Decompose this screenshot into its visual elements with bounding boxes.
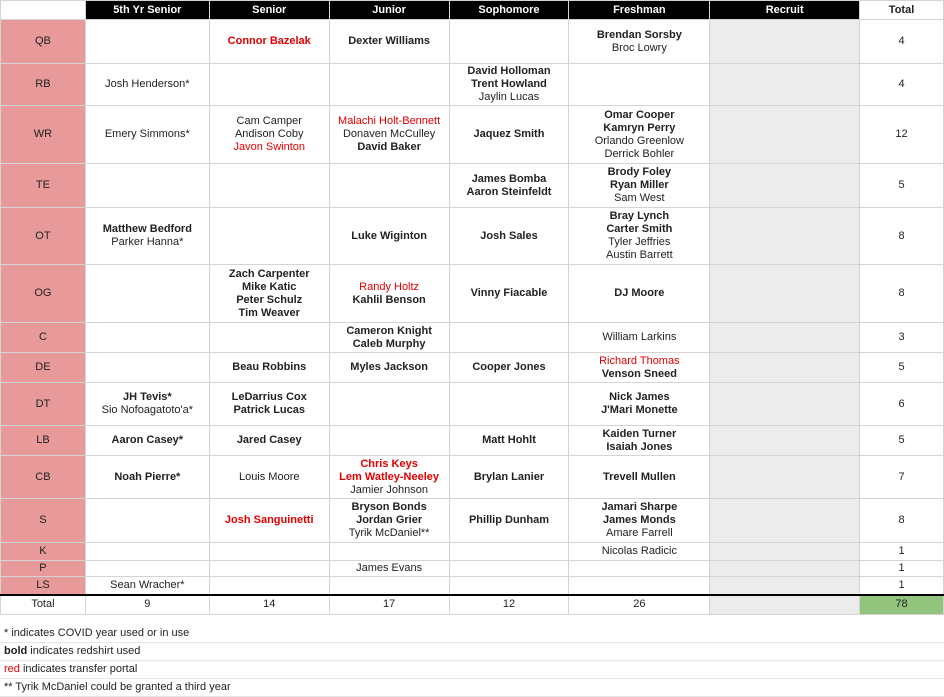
roster-cell-freshman[interactable] bbox=[569, 164, 710, 208]
player-name: Bryson Bonds bbox=[351, 501, 427, 513]
roster-cell-senior[interactable] bbox=[209, 265, 329, 323]
roster-cell-senior[interactable] bbox=[209, 208, 329, 265]
player-name: LeDarrius Cox bbox=[231, 391, 307, 403]
roster-cell-sophomore[interactable] bbox=[449, 323, 569, 353]
roster-cell-recruit[interactable] bbox=[710, 64, 860, 106]
position-row-dt bbox=[1, 383, 944, 426]
roster-cell-senior[interactable] bbox=[209, 164, 329, 208]
player-name: Parker Hanna* bbox=[111, 236, 184, 248]
player-name: Connor Bazelak bbox=[227, 35, 311, 47]
position-label[interactable]: QB bbox=[1, 20, 86, 64]
player-name: J'Mari Monette bbox=[601, 404, 678, 416]
header-recruit: Recruit bbox=[710, 1, 860, 20]
player-name: Donaven McCulley bbox=[342, 128, 436, 140]
roster-cell-5th-yr-senior[interactable] bbox=[85, 20, 209, 64]
header-senior: Senior bbox=[209, 1, 329, 20]
roster-cell-freshman[interactable] bbox=[569, 353, 710, 383]
player-name: Kamryn Perry bbox=[603, 121, 676, 134]
roster-cell-junior[interactable] bbox=[329, 426, 449, 456]
position-label[interactable]: S bbox=[1, 499, 86, 543]
position-label[interactable]: OT bbox=[1, 208, 86, 265]
player-name: Emery Simmons* bbox=[104, 128, 190, 140]
player-name: Carter Smith bbox=[606, 223, 673, 235]
roster-cell-sophomore[interactable] bbox=[449, 164, 569, 208]
roster-cell-recruit[interactable] bbox=[710, 164, 860, 208]
player-name: Javon Swinton bbox=[233, 141, 305, 153]
player-name: Nicolas Radicic bbox=[601, 545, 677, 557]
roster-cell-senior[interactable] bbox=[209, 577, 329, 595]
note-transfer: red indicates transfer portal bbox=[0, 661, 944, 679]
player-name: Myles Jackson bbox=[350, 361, 428, 373]
player-name: Caleb Murphy bbox=[352, 337, 426, 350]
roster-cell-sophomore[interactable] bbox=[449, 64, 569, 106]
player-name: Brendan Sorsby bbox=[596, 28, 682, 41]
player-name: Amare Farrell bbox=[606, 527, 673, 539]
player-name: Sam West bbox=[614, 192, 665, 204]
position-row-cb bbox=[1, 456, 944, 499]
roster-cell-junior[interactable] bbox=[329, 164, 449, 208]
roster-cell-freshman[interactable] bbox=[569, 323, 710, 353]
position-label[interactable]: K bbox=[1, 543, 86, 561]
roster-cell-5th-yr-senior[interactable] bbox=[85, 323, 209, 353]
player-name: Jaylin Lucas bbox=[478, 91, 540, 103]
position-label[interactable]: OG bbox=[1, 265, 86, 323]
player-name: Brylan Lanier bbox=[473, 470, 545, 483]
roster-cell-sophomore[interactable] bbox=[449, 426, 569, 456]
player-name: Phillip Dunham bbox=[468, 514, 550, 526]
player-name: Omar Cooper bbox=[604, 108, 675, 121]
roster-cell-freshman[interactable] bbox=[569, 208, 710, 265]
roster-cell-5th-yr-senior[interactable] bbox=[85, 164, 209, 208]
player-name: Matt Hohlt bbox=[482, 434, 536, 446]
player-name: Derrick Bohler bbox=[604, 147, 675, 160]
roster-cell-freshman[interactable] bbox=[569, 383, 710, 426]
roster-cell-recruit[interactable] bbox=[710, 499, 860, 543]
position-label[interactable]: LB bbox=[1, 426, 86, 456]
player-name: Kahlil Benson bbox=[352, 293, 426, 306]
roster-cell-5th-yr-senior[interactable] bbox=[85, 265, 209, 323]
roster-cell-freshman[interactable] bbox=[569, 265, 710, 323]
player-name: Beau Robbins bbox=[232, 361, 307, 373]
player-name: DJ Moore bbox=[614, 287, 665, 299]
roster-cell-freshman[interactable] bbox=[569, 543, 710, 561]
position-label[interactable]: DT bbox=[1, 383, 86, 426]
header-sophomore: Sophomore bbox=[449, 1, 569, 20]
roster-cell-senior[interactable] bbox=[209, 383, 329, 426]
position-total[interactable]: 6 bbox=[860, 383, 944, 426]
roster-cell-sophomore[interactable] bbox=[449, 208, 569, 265]
player-name: Josh Henderson* bbox=[105, 78, 190, 90]
player-name: Aaron Casey* bbox=[111, 434, 184, 446]
roster-cell-5th-yr-senior[interactable] bbox=[85, 499, 209, 543]
position-label[interactable]: DE bbox=[1, 353, 86, 383]
roster-cell-recruit[interactable] bbox=[710, 543, 860, 561]
position-row-ls bbox=[1, 577, 944, 595]
roster-cell-recruit[interactable] bbox=[710, 323, 860, 353]
position-label[interactable]: RB bbox=[1, 64, 86, 106]
roster-cell-recruit[interactable] bbox=[710, 208, 860, 265]
player-name: James Evans bbox=[356, 562, 423, 574]
position-total[interactable]: 8 bbox=[860, 208, 944, 265]
total-5th-yr-senior[interactable]: 9 bbox=[85, 595, 209, 615]
legend-notes bbox=[0, 625, 944, 697]
roster-cell-recruit[interactable] bbox=[710, 577, 860, 595]
roster-cell-freshman[interactable] bbox=[569, 561, 710, 577]
total-recruit[interactable] bbox=[710, 595, 860, 615]
roster-cell-5th-yr-senior[interactable] bbox=[85, 64, 209, 106]
position-row-c bbox=[1, 323, 944, 353]
position-total[interactable]: 5 bbox=[860, 164, 944, 208]
roster-cell-senior[interactable] bbox=[209, 456, 329, 499]
position-row-ot bbox=[1, 208, 944, 265]
roster-cell-sophomore[interactable] bbox=[449, 353, 569, 383]
roster-cell-recruit[interactable] bbox=[710, 265, 860, 323]
position-total[interactable]: 1 bbox=[860, 543, 944, 561]
player-name: Tyler Jeffries bbox=[608, 236, 671, 248]
roster-cell-sophomore[interactable] bbox=[449, 577, 569, 595]
position-row-og bbox=[1, 265, 944, 323]
roster-cell-5th-yr-senior[interactable] bbox=[85, 106, 209, 164]
player-name: Malachi Holt-Bennett bbox=[338, 115, 441, 127]
totals-label[interactable]: Total bbox=[1, 595, 86, 615]
roster-cell-senior[interactable] bbox=[209, 323, 329, 353]
player-name: Sean Wracher* bbox=[110, 578, 185, 591]
roster-cell-5th-yr-senior[interactable] bbox=[85, 561, 209, 577]
player-name: JH Tevis* bbox=[122, 391, 172, 403]
player-name: Tyrik McDaniel** bbox=[348, 527, 430, 539]
header-blank bbox=[1, 1, 86, 20]
roster-cell-junior[interactable] bbox=[329, 561, 449, 577]
roster-cell-senior[interactable] bbox=[209, 426, 329, 456]
player-name: Vinny Fiacable bbox=[470, 287, 548, 299]
position-row-p bbox=[1, 561, 944, 577]
position-total[interactable]: 3 bbox=[860, 323, 944, 353]
total-junior[interactable]: 17 bbox=[329, 595, 449, 615]
header-5th-yr-senior: 5th Yr Senior bbox=[85, 1, 209, 20]
player-name: Chris Keys bbox=[360, 457, 418, 470]
header-row bbox=[1, 1, 944, 20]
player-name: Ryan Miller bbox=[610, 179, 669, 191]
position-row-wr bbox=[1, 106, 944, 164]
roster-cell-sophomore[interactable] bbox=[449, 265, 569, 323]
position-row-k bbox=[1, 543, 944, 561]
player-name: Lem Watley-Neeley bbox=[339, 470, 440, 483]
player-name: Broc Lowry bbox=[611, 41, 667, 54]
player-name: Noah Pierre* bbox=[114, 470, 181, 483]
roster-cell-recruit[interactable] bbox=[710, 561, 860, 577]
total-senior[interactable]: 14 bbox=[209, 595, 329, 615]
roster-cell-senior[interactable] bbox=[209, 561, 329, 577]
player-name: David Baker bbox=[357, 141, 421, 153]
roster-cell-junior[interactable] bbox=[329, 64, 449, 106]
roster-cell-junior[interactable] bbox=[329, 577, 449, 595]
roster-cell-sophomore[interactable] bbox=[449, 561, 569, 577]
player-name: Jared Casey bbox=[236, 434, 302, 446]
totals-row bbox=[1, 595, 944, 615]
position-total[interactable]: 4 bbox=[860, 64, 944, 106]
header-total: Total bbox=[860, 1, 944, 20]
roster-cell-recruit[interactable] bbox=[710, 106, 860, 164]
player-name: Cooper Jones bbox=[472, 361, 546, 373]
position-total[interactable]: 7 bbox=[860, 456, 944, 499]
roster-cell-recruit[interactable] bbox=[710, 20, 860, 64]
position-label[interactable]: TE bbox=[1, 164, 86, 208]
note-redshirt: bold indicates redshirt used bbox=[0, 643, 944, 661]
position-row-qb bbox=[1, 20, 944, 64]
roster-cell-recruit[interactable] bbox=[710, 353, 860, 383]
grand-total[interactable]: 78 bbox=[860, 595, 944, 615]
player-name: Jordan Grier bbox=[356, 514, 423, 526]
player-name: Sio Nofoagatoto'a* bbox=[101, 404, 194, 416]
header-junior: Junior bbox=[329, 1, 449, 20]
note-mcdaniel: ** Tyrik McDaniel could be granted a third year bbox=[0, 679, 944, 697]
roster-cell-junior[interactable] bbox=[329, 323, 449, 353]
roster-cell-senior[interactable] bbox=[209, 106, 329, 164]
position-total[interactable]: 4 bbox=[860, 20, 944, 64]
roster-cell-sophomore[interactable] bbox=[449, 20, 569, 64]
roster-cell-senior[interactable] bbox=[209, 20, 329, 64]
player-name: Tim Weaver bbox=[238, 306, 300, 319]
roster-cell-5th-yr-senior[interactable] bbox=[85, 353, 209, 383]
player-name: Austin Barrett bbox=[606, 249, 673, 261]
player-name: Josh Sales bbox=[480, 229, 538, 242]
note-covid: * indicates COVID year used or in use bbox=[0, 625, 944, 643]
position-label[interactable]: LS bbox=[1, 577, 86, 595]
roster-cell-freshman[interactable] bbox=[569, 64, 710, 106]
roster-cell-recruit[interactable] bbox=[710, 426, 860, 456]
header-freshman: Freshman bbox=[569, 1, 710, 20]
roster-cell-junior[interactable] bbox=[329, 383, 449, 426]
roster-cell-junior[interactable] bbox=[329, 456, 449, 499]
total-sophomore[interactable]: 12 bbox=[449, 595, 569, 615]
roster-cell-sophomore[interactable] bbox=[449, 543, 569, 561]
player-name: Orlando Greenlow bbox=[594, 134, 684, 147]
roster-cell-junior[interactable] bbox=[329, 353, 449, 383]
player-name: Kaiden Turner bbox=[602, 427, 677, 440]
player-name: Mike Katic bbox=[242, 280, 297, 293]
roster-cell-recruit[interactable] bbox=[710, 383, 860, 426]
position-total[interactable]: 12 bbox=[860, 106, 944, 164]
player-name: Venson Sneed bbox=[601, 367, 677, 380]
player-name: Brody Foley bbox=[607, 166, 672, 178]
roster-cell-senior[interactable] bbox=[209, 64, 329, 106]
player-name: Jamier Johnson bbox=[350, 483, 428, 496]
roster-cell-junior[interactable] bbox=[329, 543, 449, 561]
roster-cell-freshman[interactable] bbox=[569, 20, 710, 64]
position-row-lb bbox=[1, 426, 944, 456]
player-name: Aaron Steinfeldt bbox=[466, 185, 552, 198]
player-name: Richard Thomas bbox=[599, 354, 680, 367]
position-total[interactable]: 8 bbox=[860, 265, 944, 323]
position-total[interactable]: 5 bbox=[860, 353, 944, 383]
player-name: Patrick Lucas bbox=[233, 404, 305, 416]
player-name: Bray Lynch bbox=[609, 210, 670, 222]
roster-cell-sophomore[interactable] bbox=[449, 499, 569, 543]
roster-cell-senior[interactable] bbox=[209, 499, 329, 543]
roster-cell-senior[interactable] bbox=[209, 543, 329, 561]
position-row-s bbox=[1, 499, 944, 543]
player-name: Trent Howland bbox=[471, 78, 547, 90]
player-name: Dexter Williams bbox=[348, 35, 431, 47]
position-label[interactable]: P bbox=[1, 561, 86, 577]
roster-cell-junior[interactable] bbox=[329, 20, 449, 64]
roster-cell-freshman[interactable] bbox=[569, 456, 710, 499]
player-name: Cameron Knight bbox=[346, 324, 432, 337]
player-name: Nick James bbox=[609, 391, 670, 403]
position-label[interactable]: C bbox=[1, 323, 86, 353]
roster-cell-junior[interactable] bbox=[329, 106, 449, 164]
roster-cell-junior[interactable] bbox=[329, 208, 449, 265]
player-name: Josh Sanguinetti bbox=[224, 514, 314, 526]
roster-cell-5th-yr-senior[interactable] bbox=[85, 208, 209, 265]
roster-cell-sophomore[interactable] bbox=[449, 456, 569, 499]
player-name: Matthew Bedford bbox=[102, 223, 192, 235]
position-total[interactable]: 1 bbox=[860, 577, 944, 595]
roster-cell-sophomore[interactable] bbox=[449, 106, 569, 164]
position-total[interactable]: 5 bbox=[860, 426, 944, 456]
player-name: William Larkins bbox=[602, 331, 677, 343]
roster-cell-junior[interactable] bbox=[329, 499, 449, 543]
roster-cell-freshman[interactable] bbox=[569, 426, 710, 456]
player-name: Andison Coby bbox=[234, 128, 304, 140]
roster-cell-freshman[interactable] bbox=[569, 499, 710, 543]
player-name: Louis Moore bbox=[238, 470, 300, 483]
position-label[interactable]: WR bbox=[1, 106, 86, 164]
player-name: James Bomba bbox=[471, 172, 547, 185]
position-label[interactable]: CB bbox=[1, 456, 86, 499]
roster-cell-junior[interactable] bbox=[329, 265, 449, 323]
roster-cell-freshman[interactable] bbox=[569, 106, 710, 164]
roster-cell-5th-yr-senior[interactable] bbox=[85, 383, 209, 426]
position-total[interactable]: 1 bbox=[860, 561, 944, 577]
roster-cell-5th-yr-senior[interactable] bbox=[85, 456, 209, 499]
position-total[interactable]: 8 bbox=[860, 499, 944, 543]
player-name: James Monds bbox=[602, 514, 676, 526]
position-row-rb bbox=[1, 64, 944, 106]
roster-cell-senior[interactable] bbox=[209, 353, 329, 383]
player-name: Jamari Sharpe bbox=[601, 501, 678, 513]
roster-cell-5th-yr-senior[interactable] bbox=[85, 577, 209, 595]
total-freshman[interactable]: 26 bbox=[569, 595, 710, 615]
player-name: Trevell Mullen bbox=[602, 470, 676, 483]
roster-cell-recruit[interactable] bbox=[710, 456, 860, 499]
position-row-de bbox=[1, 353, 944, 383]
roster-cell-5th-yr-senior[interactable] bbox=[85, 426, 209, 456]
player-name: Cam Camper bbox=[236, 115, 302, 127]
roster-cell-sophomore[interactable] bbox=[449, 383, 569, 426]
roster-cell-5th-yr-senior[interactable] bbox=[85, 543, 209, 561]
position-row-te bbox=[1, 164, 944, 208]
player-name: Jaquez Smith bbox=[473, 128, 545, 140]
player-name: David Holloman bbox=[467, 65, 551, 77]
player-name: Luke Wiginton bbox=[351, 229, 427, 242]
roster-cell-freshman[interactable] bbox=[569, 577, 710, 595]
player-name: Isaiah Jones bbox=[606, 440, 673, 453]
player-name: Peter Schulz bbox=[236, 293, 303, 306]
player-name: Zach Carpenter bbox=[228, 267, 310, 280]
player-name: Randy Holtz bbox=[359, 280, 420, 293]
